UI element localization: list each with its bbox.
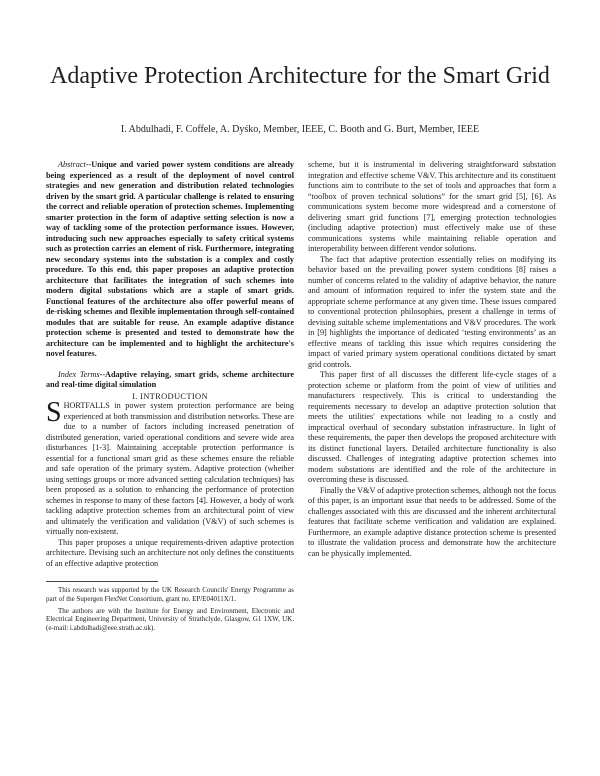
intro-paragraph-2: This paper proposes a unique requirements-driven adaptive protection architecture. Devising such an architecture not only defines the constituents of an effective adaptive protection [46, 537, 294, 568]
author-list: I. Abdulhadi, F. Coffele, A. Dyśko, Member, IEEE, C. Booth and G. Burt, Member, IEEE [120, 124, 480, 135]
body-paragraph: This paper first of all discusses the different life-cycle stages of a protection scheme or platform from the point of view of utilities and manufacturers respectively. This is critical to understanding the requirements necessary to develop an adaptive protection solution that meets the utilities' expectations while not leading to a costly and impractical overhaul of secondary substation infrastructure. In light of these requirements, the paper then develops the proposed architecture with its distinct functional layers. Detailed architecture functionality is also discussed. Challenges of integrating adaptive protection schemes into modern substations are identified and the role of the architecture in overcoming these is discussed. [308, 370, 556, 484]
abstract-label: Abstract [58, 160, 86, 169]
footnote-funding: This research was supported by the UK Research Councils' Energy Programme as part of the Supergen FlexNet Consortium, grant no. EP/E04011X/1. [46, 586, 294, 603]
right-column [308, 160, 556, 559]
index-terms [46, 370, 294, 391]
left-column [46, 160, 294, 633]
intro-first-word: HORTFALLS [63, 401, 110, 410]
index-terms-text: --Adaptive relaying, smart grids, scheme architecture and real-time digital simulation [46, 369, 294, 389]
footnote-divider [46, 581, 158, 582]
footnote-affiliation: The authors are with the Institute for Energy and Environment, Electronic and Electrical Engineering Department, University of Strathclyde, Glasgow, G1 1XW, UK. (e-mail: i.abdulhadi@eee.strath.ac.uk). [46, 606, 294, 633]
drop-cap: S [46, 397, 62, 428]
section-heading-introduction: I. INTRODUCTION [132, 390, 208, 401]
abstract [46, 160, 294, 360]
body-paragraph: The fact that adaptive protection essentially relies on modifying its behavior based on the prevailing power system conditions [8] raises a number of concerns related to the validity of adaptive behavior, the nature and amount of information required to infer the system state and the appropriate scheme performance at any given time. These issues compared to conventional protection philosophies, present a challenge in terms of devising suitable scheme implementations and V&V procedures. The work in [9] highlights the importance of dedicated ‘testing environments’ as an effective means of tackling this issue which requires considering the impact of varied primary system operational conditions dictated by smart grid controls. [308, 254, 556, 369]
body-paragraph: scheme, but it is instrumental in delivering straightforward substation integration and effective scheme V&V. This architecture and its constituent functions aim to contribute to the set of tools and approaches that form a “toolbox of proven technical solutions” for the smart grid [5], [6]. As communications system become more widespread and a cornerstone of delivering smart grid functions [7], emerging protection technologies (including adaptive protection) must effectively make use of these communications systems while maintaining reliable operation and interoperability between different vendor solutions. [308, 160, 556, 253]
intro-paragraph-1-text: in power system protection performance are being experienced at both transmission and distribution networks. These are due to a number of factors including increased penetration of distributed generation, varied operational conditions and severe wide area disturbances [1-3]. Maintaining acceptable protection performance is essential for a functional smart grid as these schemes ensure the reliable and safe operation of the primary system. Adaptive protection (whether using settings groups or more advanced setting calculation techniques) has been proposed as a solution to enhancing the performance of protection schemes in response to many of these factors [4]. However, a body of work tackling adaptive protection schemes from an architectural point of view and ultimately the verification and validation (V&V) of such schemes is virtually non-existent. [46, 401, 294, 536]
body-paragraph: Finally the V&V of adaptive protection schemes, although not the focus of this paper, is an important issue that needs to be addressed. Some of the challenges associated with this are discussed and the inherent architectural features that facilitate scheme verification and validation are explained. Furthermore, an example adaptive distance protection scheme is presented to illustrate the validation process and demonstrate how the architecture can be physically implemented. [308, 485, 556, 558]
intro-paragraph-1 [46, 397, 294, 538]
paper-title: Adaptive Protection Architecture for the Smart Grid [50, 63, 550, 89]
index-terms-label: Index Terms [58, 369, 100, 379]
abstract-text: --Unique and varied power system conditions are already being experienced as a result of the deployment of novel control strategies and new generation and distribution related technologies driven by the smart grid. A particular challenge is related to ensuring the correct and reliable operation of protection schemes. Implementing smarter protection in the form of adaptive setting selection is now a way of tackling some of the protection performance issues. However, introducing such new approaches especially to safety critical systems such as protection carries an element of risk. Furthermore, integrating new secondary systems into the substation is a complex and costly procedure. To this end, this paper proposes an adaptive protection architecture that facilitates the integration of such schemes into modern digital substations which are a staple of smart grids. Functional features of the architecture also offer powerful means of de-risking schemes and flexible implementation through self-contained modules that are suitable for reuse. An example adaptive distance protection scheme is presented and tested to demonstrate how the architecture can be implemented and to highlight the architecture's novel features. [46, 160, 294, 358]
